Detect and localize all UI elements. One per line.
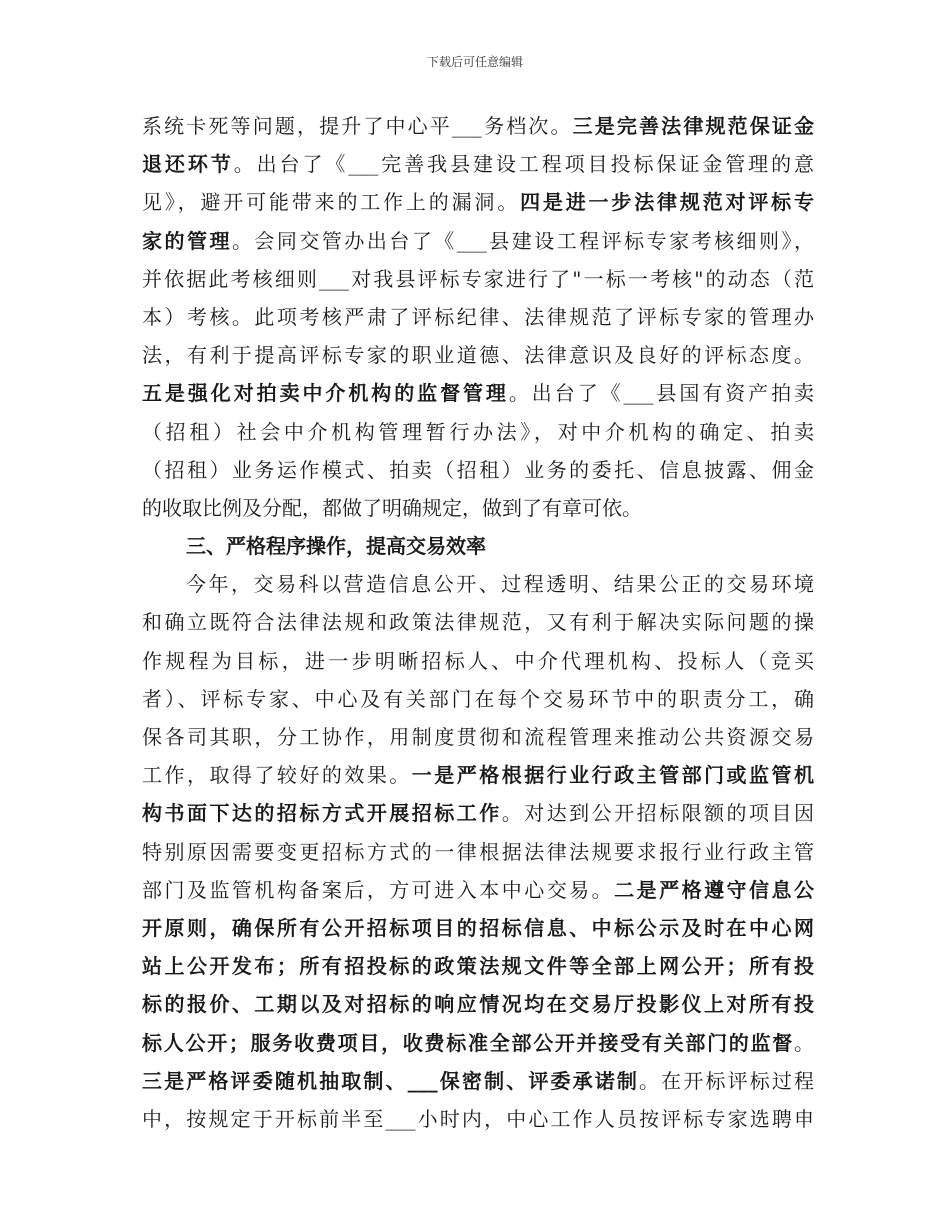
text-line xyxy=(142,642,814,680)
text-run: 。会同交管办出台了《___县建设工程评标专家考核细则》， xyxy=(231,228,815,253)
bold-phrase: 三、严格程序操作，提高交易效率 xyxy=(186,534,486,559)
text-line xyxy=(142,145,814,183)
text-run: 和确立既符合法律法规和政策法律规范，又有利于解决实际问题的操 xyxy=(142,610,814,635)
text-line xyxy=(142,1100,814,1138)
text-run: 见》，避开可能带来的工作上的漏洞。 xyxy=(142,190,521,215)
text-line xyxy=(142,985,814,1023)
text-line xyxy=(142,565,814,603)
text-run: 。在开标评标过程 xyxy=(639,1068,815,1093)
text-run: 法，有利于提高评标专家的职业道德、法律意识及良好的评标态度。 xyxy=(142,343,814,368)
text-run: 系统卡死等问题，提升了中心平___务档次。 xyxy=(142,114,573,138)
text-run: 保各司其职，分工协作，用制度贯彻和流程管理来推动公共资源交易 xyxy=(142,725,814,749)
document-body xyxy=(142,107,814,1138)
bold-phrase: 四是进一步法律规范对评标专 xyxy=(520,190,815,215)
section-heading xyxy=(142,527,814,565)
text-run: 。出台了《___完善我县建设工程项目投标保证金管理的意 xyxy=(233,152,815,177)
bold-phrase: 家的管理 xyxy=(142,228,232,253)
bold-phrase: 标的报价、工期以及对招标的响应情况均在交易厅投影仪上对所有投 xyxy=(142,992,814,1017)
text-line xyxy=(142,1024,814,1062)
text-line xyxy=(142,336,814,374)
text-run: 者）、评标专家、中心及有关部门在每个交易环节中的职责分工，确 xyxy=(142,686,814,711)
text-run: 作规程为目标，进一步明晰招标人、中介代理机构、投标人（竞买 xyxy=(142,648,814,673)
bold-phrase: 五是强化对拍卖中介机构的监督管理 xyxy=(142,381,509,406)
text-line xyxy=(142,489,814,527)
text-line xyxy=(142,794,814,832)
bold-phrase: 构书面下达的招标方式开展招标工作 xyxy=(142,801,502,826)
text-line xyxy=(142,260,814,298)
bold-phrase: 退还环节 xyxy=(142,152,234,177)
text-line xyxy=(142,374,814,412)
text-line xyxy=(142,183,814,221)
bold-phrase: 三是完善法律规范保证金 xyxy=(572,114,815,138)
text-run: 工作，取得了较好的效果。 xyxy=(142,763,412,788)
text-line xyxy=(142,451,814,489)
text-run: 特别原因需要变更招标方式的一律根据法律法规要求报行业行政主管 xyxy=(142,839,814,864)
text-run: 。对达到公开招标限额的项目因 xyxy=(501,801,815,826)
text-line xyxy=(142,1062,814,1100)
text-line xyxy=(142,909,814,947)
text-run: 。出台了《___县国有资产拍卖 xyxy=(508,381,815,406)
text-line xyxy=(142,718,814,756)
page-header: 下载后可任意编辑 xyxy=(426,55,523,69)
text-run: （招租）社会中介机构管理暂行办法》，对中介机构的确定、拍卖 xyxy=(142,419,814,444)
text-run: 本）考核。此项考核严肃了评标纪律、法律规范了评标专家的管理办 xyxy=(142,304,814,329)
bold-phrase: 标人公开；服务收费项目，收费标准全部公开并接受有关部门的监督 xyxy=(142,1030,794,1055)
text-line xyxy=(142,680,814,718)
text-line xyxy=(142,947,814,985)
text-run: 并依据此考核细则___对我县评标专家进行了"一标一考核"的动态（范 xyxy=(142,266,814,291)
bold-phrase: 二是严格遵守信息公 xyxy=(614,877,815,902)
bold-phrase: 开原则，确保所有公开招标项目的招标信息、中标公示及时在中心网 xyxy=(142,915,814,940)
text-run: 今年，交易科以营造信息公开、过程透明、结果公正的交易环境 xyxy=(186,572,814,597)
text-line xyxy=(142,222,814,260)
bold-phrase: 三是严格评委随机抽取制、___保密制、评委承诺制 xyxy=(142,1068,640,1093)
text-line xyxy=(142,603,814,641)
text-line xyxy=(142,833,814,871)
text-line xyxy=(142,298,814,336)
text-line xyxy=(142,871,814,909)
text-run: 的收取比例及分配，都做了明确规定，做到了有章可依。 xyxy=(142,495,642,520)
text-run: 中，按规定于开标前半至___小时内，中心工作人员按评标专家选聘申 xyxy=(142,1106,814,1131)
text-run: 。 xyxy=(794,1030,814,1055)
text-line xyxy=(142,413,814,451)
text-run: （招租）业务运作模式、拍卖（招租）业务的委托、信息披露、佣金 xyxy=(142,457,814,482)
text-line xyxy=(142,107,814,145)
bold-phrase: 一是严格根据行业行政主管部门或监管机 xyxy=(411,763,815,788)
text-run: 部门及监管机构备案后，方可进入本中心交易。 xyxy=(142,877,615,902)
text-line xyxy=(142,756,814,794)
bold-phrase: 站上公开发布；所有招投标的政策法规文件等全部上网公开；所有投 xyxy=(142,954,814,979)
